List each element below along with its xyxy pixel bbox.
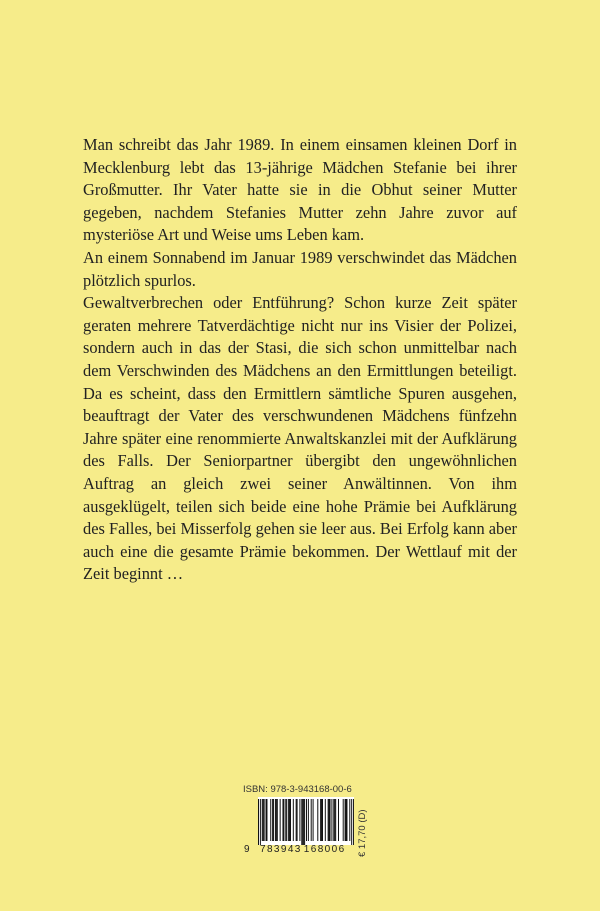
barcode-bar bbox=[335, 799, 336, 841]
blurb-paragraph-1: Man schreibt das Jahr 1989. In einem einsamen kleinen Dorf in Mecklenburg lebt das 13-jährige Mädchen Stefanie bei ihrer Großmutter. Ihr Vater hatte sie in die Obhut seiner Mutter gegeben, nachdem Stefanies Mutter zehn Jahre zuvor auf mysteriöse Art und Weise ums Leben kam. bbox=[83, 135, 517, 245]
barcode-bar bbox=[311, 799, 312, 841]
barcode-bar bbox=[290, 799, 291, 841]
barcode-bar bbox=[353, 799, 354, 845]
barcode-bar bbox=[283, 799, 284, 841]
barcode-bar bbox=[266, 799, 267, 841]
barcode-bar bbox=[299, 799, 300, 841]
barcode-bar bbox=[308, 799, 309, 841]
barcode-bar bbox=[280, 799, 281, 841]
barcode-digit-group-2: 168006 bbox=[303, 844, 346, 855]
barcode-bar bbox=[330, 799, 331, 841]
barcode-first-digit: 9 bbox=[244, 844, 250, 855]
barcode-bar bbox=[266, 799, 267, 841]
barcode-bar bbox=[338, 799, 339, 841]
barcode-bar bbox=[328, 799, 329, 841]
barcode-bar bbox=[263, 799, 264, 841]
barcode-digits bbox=[244, 844, 364, 855]
barcode-digit-group-1: 783943 bbox=[260, 844, 302, 855]
barcode-bar bbox=[304, 799, 305, 845]
barcode-bar bbox=[276, 799, 277, 841]
barcode-bar bbox=[286, 799, 287, 841]
isbn-barcode bbox=[258, 797, 354, 845]
barcode-bar bbox=[306, 799, 307, 841]
barcode-bar bbox=[331, 799, 332, 841]
barcode-bar bbox=[277, 799, 278, 841]
barcode-bar bbox=[272, 799, 273, 841]
barcode-bar bbox=[297, 799, 298, 841]
barcode-bars bbox=[258, 797, 354, 845]
barcode-bar bbox=[262, 799, 263, 841]
barcode-bar bbox=[313, 799, 314, 841]
barcode-bar bbox=[346, 799, 347, 841]
price-label: € 17,70 (D) bbox=[357, 809, 368, 857]
barcode-bar bbox=[325, 799, 326, 841]
barcode-bar bbox=[302, 799, 303, 845]
barcode-bar bbox=[264, 799, 265, 841]
barcode-bar bbox=[349, 799, 350, 841]
barcode-bar bbox=[346, 799, 347, 841]
barcode-bar bbox=[329, 799, 330, 841]
barcode-bar bbox=[260, 799, 261, 845]
barcode-bar bbox=[317, 799, 318, 841]
barcode-bar bbox=[258, 799, 259, 845]
blurb-paragraph-3: Gewaltverbrechen oder Entführung? Schon kurze Zeit später geraten mehrere Tatverdächtige nicht nur ins Visier der Polizei, sondern auch in das der Stasi, die sich schon unmittelbar nach dem Verschwinden des Mädchens an den Ermittlungen beteiligt. Da es scheint, dass den Ermittlern sämtliche Spuren ausgehen, beauftragt der Vater des verschwundenen Mädchens fünfzehn Jahre später eine renommierte Anwaltskanzlei mit der Aufklärung des Falls. Der Seniorpartner übergibt den ungewöhnlichen Auftrag an gleich zwei seiner Anwältinnen. Von ihm ausgeklügelt, teilen sich beide eine hohe Prämie bei Aufklärung des Falles, bei Misserfolg gehen sie leer aus. Bei Erfolg kann aber auch eine die gesamte Prämie bekommen. Der Wettlauf mit der Zeit beginnt … bbox=[83, 293, 517, 584]
barcode-bar bbox=[285, 799, 286, 841]
barcode-bar bbox=[322, 799, 323, 841]
barcode-bar bbox=[275, 799, 276, 841]
barcode-bar bbox=[296, 799, 297, 841]
barcode-bar bbox=[288, 799, 289, 841]
barcode-bar bbox=[333, 799, 334, 841]
barcode-bar bbox=[321, 799, 322, 841]
barcode-bar bbox=[334, 799, 335, 841]
isbn-label: ISBN: 978-3-943168-00-6 bbox=[243, 784, 352, 795]
barcode-bar bbox=[320, 799, 321, 841]
barcode-bar bbox=[282, 799, 283, 841]
barcode-bar bbox=[289, 799, 290, 841]
barcode-bar bbox=[293, 799, 294, 841]
barcode-bar bbox=[345, 799, 346, 841]
back-cover-blurb bbox=[83, 134, 517, 586]
blurb-paragraph-2: An einem Sonnabend im Januar 1989 verschwindet das Mädchen plötzlich spurlos. bbox=[83, 247, 517, 290]
barcode-bar bbox=[351, 799, 352, 845]
barcode-bar bbox=[343, 799, 344, 841]
barcode-bar bbox=[301, 799, 302, 845]
barcode-bar bbox=[303, 799, 304, 845]
barcode-bar bbox=[270, 799, 271, 841]
barcode-bar bbox=[273, 799, 274, 841]
